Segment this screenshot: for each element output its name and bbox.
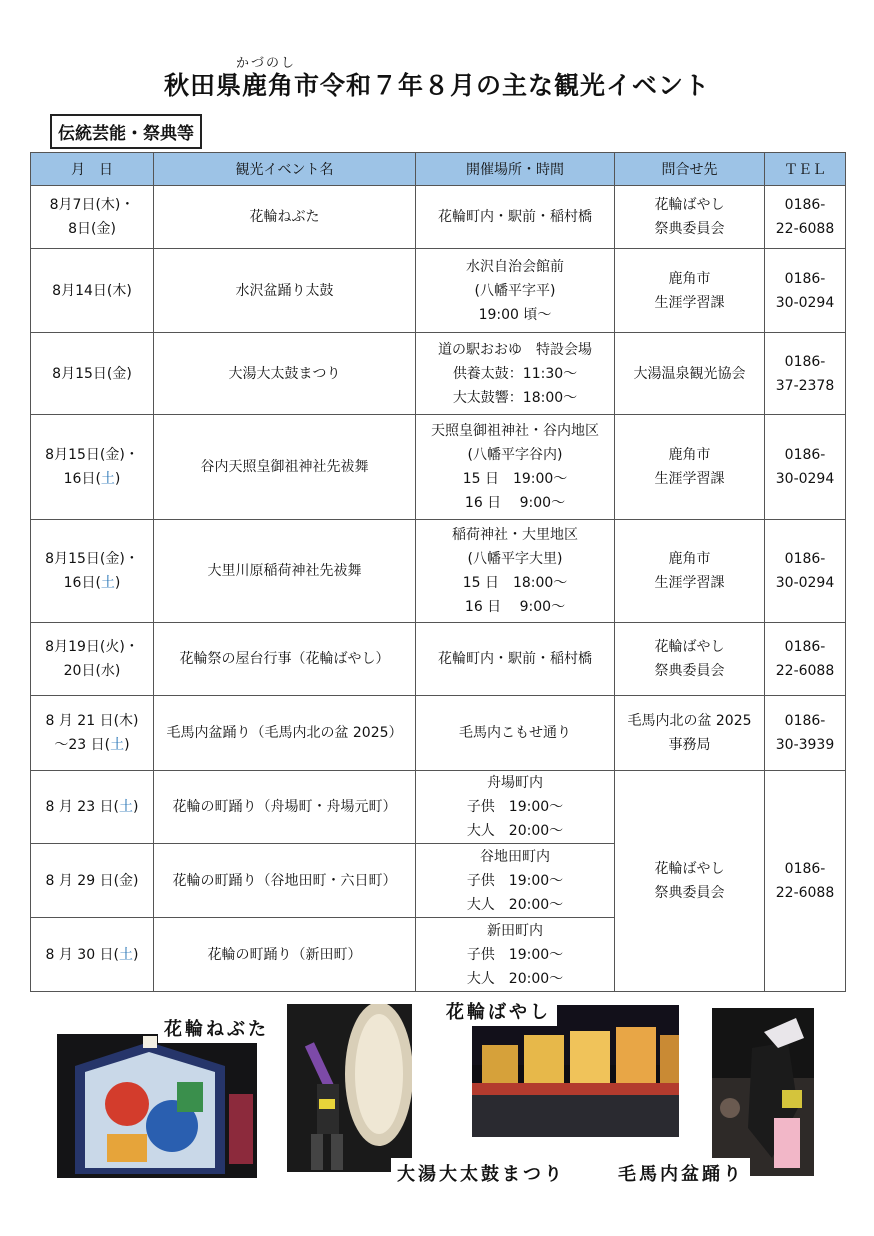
event-place <box>416 333 615 415</box>
event-place-line: 子供 19:00～ <box>466 799 564 815</box>
event-contact <box>615 520 765 623</box>
title-ruby: かづのし <box>236 56 297 71</box>
header-tel: ＴＥＬ <box>765 153 846 186</box>
photo-kemanai-bon-odori <box>712 1008 814 1176</box>
event-place <box>416 844 615 918</box>
event-place <box>416 186 615 249</box>
event-date <box>31 623 154 696</box>
event-place-line: (八幡平字谷内) <box>467 447 563 463</box>
event-date <box>31 520 154 623</box>
saturday-marker: 土 <box>110 737 125 753</box>
event-place-line: 大太鼓響：18:00～ <box>452 389 578 406</box>
event-tel <box>765 333 846 415</box>
event-date-line: 8月15日(金)・ <box>45 447 139 463</box>
event-place-line: 谷地田町内 <box>480 848 550 865</box>
table-row <box>31 249 846 333</box>
event-contact-line: 祭典委員会 <box>654 663 725 679</box>
event-tel-line: 0186- <box>784 713 826 729</box>
event-date <box>31 186 154 249</box>
header-place-time: 開催場所・時間 <box>416 153 615 186</box>
event-contact-line: 鹿角市 <box>668 551 711 567</box>
event-date-line: 8月19日(火)・ <box>45 639 139 655</box>
event-contact <box>615 623 765 696</box>
event-name: 花輪の町踊り（新田町） <box>154 918 416 992</box>
event-tel-line: 30-3939 <box>775 737 835 753</box>
event-place-line: 水沢自治会館前 <box>466 258 564 275</box>
event-place-line: 大人 20:00～ <box>466 970 564 987</box>
event-tel-line: 37-2378 <box>775 377 835 394</box>
event-contact-line: 大湯温泉観光協会 <box>633 365 746 382</box>
event-date <box>31 696 154 771</box>
event-place-line: 子供 19:00～ <box>466 872 564 889</box>
event-place-line: 稲荷神社・大里地区 <box>452 527 578 543</box>
event-contact-line: 鹿角市 <box>668 270 711 287</box>
event-tel <box>765 623 846 696</box>
event-place-line: 16 日 9:00～ <box>464 599 566 615</box>
event-tel <box>765 696 846 771</box>
event-place-line: 新田町内 <box>487 922 543 939</box>
event-contact-line: 生涯学習課 <box>654 575 725 591</box>
event-place-line: 毛馬内こもせ通り <box>459 725 571 741</box>
event-tel-line: 30-0294 <box>775 575 835 591</box>
event-tel <box>765 415 846 520</box>
page-title: 秋田県鹿角市令和７年８月の主な観光イベント <box>163 71 710 100</box>
event-date-line: 8 月 29 日(金) <box>45 872 139 889</box>
event-date-line: 20日(水) <box>63 663 121 679</box>
caption-hanawa-bayashi: 花輪ばやし <box>440 996 557 1026</box>
event-date-line: 8月15日(金) <box>52 365 132 382</box>
event-name: 花輪祭の屋台行事（花輪ばやし） <box>154 623 416 696</box>
saturday-marker: 土 <box>100 471 115 487</box>
event-place-line: (八幡平字平) <box>474 282 556 299</box>
event-place-line: 道の駅おおゆ 特設会場 <box>438 341 592 358</box>
event-place-line: 16 日 9:00～ <box>464 495 566 511</box>
event-contact-line: 花輪ばやし <box>654 639 725 655</box>
event-date-line: 16日(土) <box>63 471 121 487</box>
event-date <box>31 771 154 844</box>
event-name: 水沢盆踊り太鼓 <box>154 249 416 333</box>
event-contact <box>615 415 765 520</box>
event-tel-line: 22-6088 <box>775 221 835 237</box>
event-tel-line: 0186- <box>784 197 826 213</box>
event-place-line: (八幡平字大里) <box>467 551 563 567</box>
table-row <box>31 696 846 771</box>
event-date-line: 8 月 21 日(木) <box>45 713 139 729</box>
header-event-name: 観光イベント名 <box>154 153 416 186</box>
event-place-line: 子供 19:00～ <box>466 946 564 963</box>
event-tel <box>765 520 846 623</box>
photo-kemanai-bon-odori-art <box>712 1008 814 1176</box>
event-date-line: 8 月 23 日(土) <box>45 799 139 815</box>
saturday-marker: 土 <box>119 799 134 815</box>
table-row <box>31 520 846 623</box>
event-tel-line: 0186- <box>784 270 826 287</box>
table-row <box>31 333 846 415</box>
caption-hanawa-neputa: 花輪ねぶた <box>158 1013 275 1043</box>
event-tel-line: 0186- <box>784 861 826 877</box>
event-tel-line: 22-6088 <box>775 885 835 901</box>
event-date <box>31 249 154 333</box>
event-contact-line: 生涯学習課 <box>654 294 725 311</box>
event-name: 谷内天照皇御祖神社先祓舞 <box>154 415 416 520</box>
table-row <box>31 186 846 249</box>
saturday-marker: 土 <box>119 946 134 963</box>
event-place-line: 天照皇御祖神社・谷内地区 <box>431 423 599 439</box>
event-tel <box>765 249 846 333</box>
event-contact-line: 毛馬内北の盆 2025 <box>627 713 752 729</box>
event-contact-line: 生涯学習課 <box>654 471 725 487</box>
event-tel-line: 0186- <box>784 353 826 370</box>
event-place-line: 舟場町内 <box>487 775 543 791</box>
event-place <box>416 771 615 844</box>
section-label: 伝統芸能・祭典等 <box>50 114 202 149</box>
event-tel-line: 30-0294 <box>775 471 835 487</box>
event-tel-line: 0186- <box>784 639 826 655</box>
event-tel-line: 0186- <box>784 551 826 567</box>
event-date-line: 16日(土) <box>63 575 121 591</box>
event-place-line: 19:00 頃～ <box>478 306 552 323</box>
event-place <box>416 249 615 333</box>
event-date <box>31 333 154 415</box>
table-row <box>31 623 846 696</box>
event-date-line: ～23 日(土) <box>54 737 130 753</box>
event-contact <box>615 333 765 415</box>
event-date <box>31 844 154 918</box>
event-place <box>416 696 615 771</box>
events-table <box>30 152 846 992</box>
event-contact-line: 事務局 <box>668 737 711 753</box>
event-tel-line: 22-6088 <box>775 663 835 679</box>
event-place-line: 供養太鼓：11:30～ <box>452 365 578 382</box>
event-name: 花輪の町踊り（谷地田町・六日町） <box>154 844 416 918</box>
event-contact-line: 祭典委員会 <box>654 221 725 237</box>
event-contact-line: 祭典委員会 <box>654 885 725 901</box>
event-place <box>416 918 615 992</box>
event-date-line: 8月14日(木) <box>52 282 132 299</box>
event-date-line: 8日(金) <box>68 221 116 237</box>
event-contact-line: 花輪ばやし <box>654 861 725 877</box>
event-date-line: 8月7日(木)・ <box>49 197 135 213</box>
event-place-line: 花輪町内・駅前・稲村橋 <box>438 209 592 225</box>
event-tel <box>765 771 846 992</box>
photo-hanawa-neputa-art <box>57 1034 257 1178</box>
header-contact: 問合せ先 <box>615 153 765 186</box>
event-tel-line: 30-0294 <box>775 294 835 311</box>
event-date <box>31 918 154 992</box>
event-contact-line: 鹿角市 <box>668 447 711 463</box>
event-tel <box>765 186 846 249</box>
event-tel-line: 0186- <box>784 447 826 463</box>
event-name: 毛馬内盆踊り（毛馬内北の盆 2025） <box>154 696 416 771</box>
event-contact <box>615 696 765 771</box>
event-place-line: 15 日 19:00～ <box>462 471 568 487</box>
event-place <box>416 415 615 520</box>
event-place-line: 15 日 18:00～ <box>462 575 568 591</box>
event-name: 花輪の町踊り（舟場町・舟場元町） <box>154 771 416 844</box>
header-date: 月 日 <box>31 153 154 186</box>
event-contact <box>615 249 765 333</box>
event-contact <box>615 186 765 249</box>
table-row <box>31 415 846 520</box>
event-name: 大湯大太鼓まつり <box>154 333 416 415</box>
table-header-row <box>31 153 846 186</box>
table-body <box>31 186 846 992</box>
event-date-line: 8 月 30 日(土) <box>45 946 139 963</box>
photo-hanawa-neputa <box>57 1034 257 1178</box>
event-date <box>31 415 154 520</box>
saturday-marker: 土 <box>100 575 115 591</box>
event-contact-line: 花輪ばやし <box>654 197 725 213</box>
event-name: 大里川原稲荷神社先祓舞 <box>154 520 416 623</box>
caption-oyu-taiko: 大湯大太鼓まつり <box>391 1158 571 1188</box>
event-place-line: 花輪町内・駅前・稲村橋 <box>438 651 592 667</box>
caption-kemanai-bon-odori: 毛馬内盆踊り <box>612 1158 750 1188</box>
event-date-line: 8月15日(金)・ <box>45 551 139 567</box>
photo-oyu-taiko-art <box>287 1004 412 1172</box>
photo-oyu-taiko <box>287 1004 412 1172</box>
event-place <box>416 520 615 623</box>
event-place <box>416 623 615 696</box>
event-name: 花輪ねぶた <box>154 186 416 249</box>
event-contact <box>615 771 765 992</box>
table-row <box>31 771 846 844</box>
event-place-line: 大人 20:00～ <box>466 823 564 839</box>
event-place-line: 大人 20:00～ <box>466 896 564 913</box>
